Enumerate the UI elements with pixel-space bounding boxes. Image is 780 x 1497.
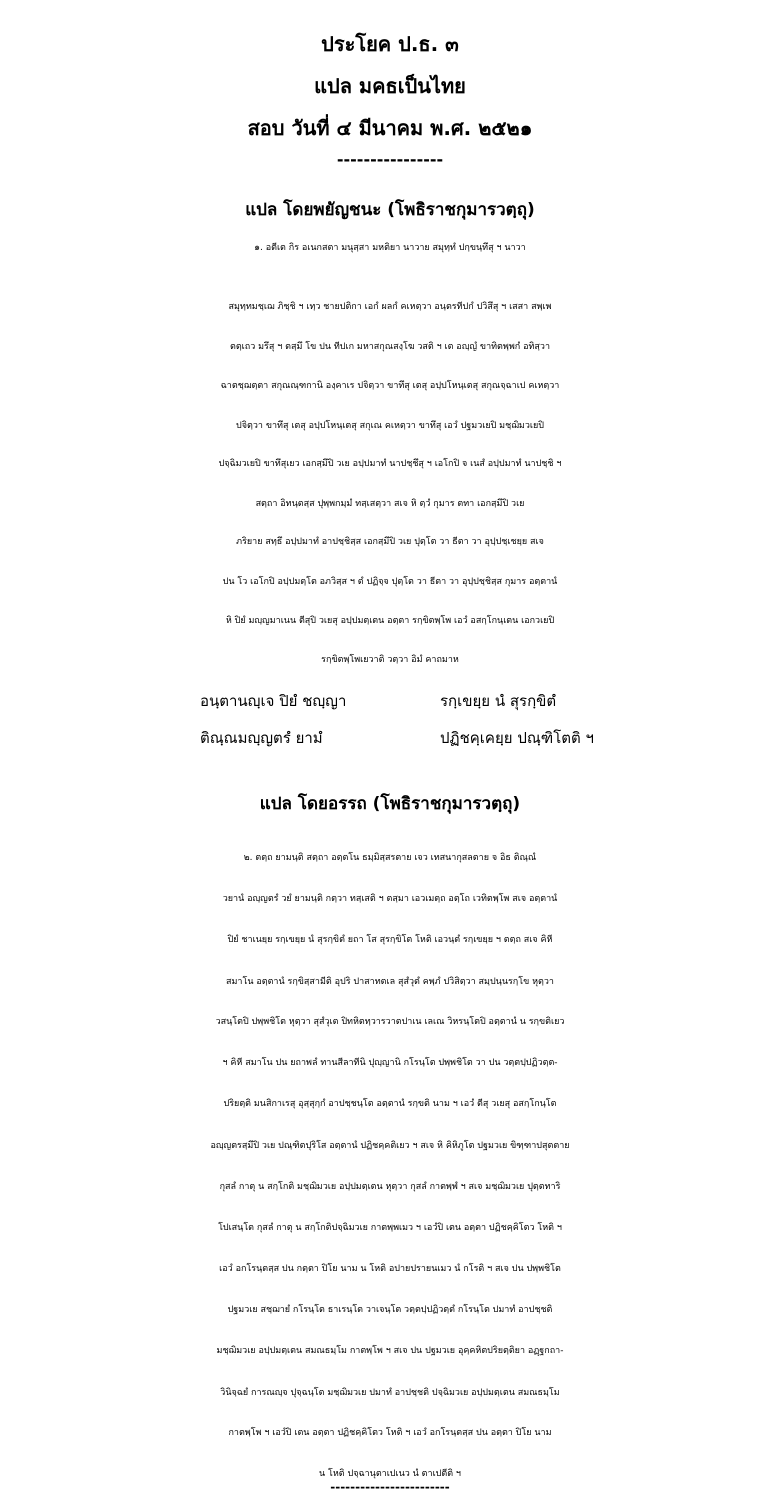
paragraph-line: อญฺญตรสฺมึปิ วเย ปณฺฑิตปุริโส อตฺตานํ ปฏิชคฺคติเยว ฯ สเจ หิ คิหิภูโต ปฐมวเย ขิฑฺฑาปสุตตาย xyxy=(210,1141,570,1151)
paragraph-line: สมุทฺทมชฺเฌ ภิชฺชิ ฯ เทฺว ชายปติกา เอกํ ผลกํ คเหตฺวา อนฺตรทีปกํ ปวิสึสุ ฯ เสสา สพฺเพ xyxy=(228,302,552,312)
section2-heading: แปล โดยอรรถ (โพธิราชกุมารวตฺถุ) xyxy=(259,794,521,814)
paragraph-line: ปริยตฺติ มนสิกาเรสุ อุสฺสุกฺกํ อาปชฺชนฺโต อตฺตานํ รกฺขติ นาม ฯ เอวํ ตีสุ วเยสุ อสกฺโกนฺโต xyxy=(223,1099,557,1109)
paragraph-line: ปน โว เอโกปิ อปฺปมตฺโต อภวิสฺส ฯ ตํ ปฏิจฺจ ปุตฺโต วา ธีตา วา อุปฺปชฺชิสฺส กุมาร อตฺตานํ xyxy=(222,577,558,587)
paragraph-line: ฉาตชฺฌตฺตา สกุณณฺฑกานิ องฺคาเร ปจิตฺวา ขาทึสุ เตสุ อปฺปโหนฺเตสุ สกุณจฺฉาเป คเหตฺวา xyxy=(220,381,560,391)
paragraph-line: วินิจฺฉยํ การณญฺจ ปุจฺฉนฺโต มชฺฌิมวเย ปมาทํ อาปชฺชติ ปจฺฉิมวเย อปฺปมตฺเตน สมณธมฺโม xyxy=(220,1388,560,1398)
paragraph-line: ๑. อตีเต กิร อเนกสตา มนุสฺสา มหติยา นาวาย สมุทฺทํ ปกฺขนฺทึสุ ฯ นาวา xyxy=(254,243,526,253)
paragraph-line: รกฺขิตพฺโพเยวาติ วตฺวา อิมํ คาถมาห xyxy=(321,655,459,665)
paragraph-line: กุสลํ กาตุ น สกฺโกติ มชฺฌิมวเย อปฺปมตฺเตน หุตฺวา กุสลํ กาตพฺพํ ฯ สเจ มชฺฌิมวเย ปุตฺตทาริ xyxy=(219,1182,561,1192)
paragraph-line: ภริยาย สทฺธึ อปฺปมาทํ อาปชฺชิสฺส เอกสฺมึปิ วเย ปุตฺโต วา ธีตา วา อุปฺปชฺเชยฺย สเจ xyxy=(236,537,544,547)
paragraph-line: ๒. ตตฺถ ยามนฺติ สตฺถา อตฺตโน ธมฺมิสฺสรตาย เจว เทสนากุสลตาย จ อิธ ติณฺณํ xyxy=(243,853,537,863)
verse-line-1a: อนฺตานญฺเจ ปิยํ ชญฺญา xyxy=(200,692,347,710)
paragraph-line: ฯ คิหี สมาโน ปน ยถาพลํ ทานสีลาทีนิ ปุญฺญานิ กโรนฺโต ปพฺพชิโต วา ปน วตฺตปฺปฏิวตฺต- xyxy=(222,1058,558,1068)
separator-bottom: ------------------------ xyxy=(330,1480,450,1494)
paragraph-line: น โหติ ปจฺฉานุตาเปเนว นํ ตาเปตีติ ฯ xyxy=(319,1469,461,1479)
paragraph-line: กาตพฺโพ ฯ เอวํปิ เตน อตฺตา ปฏิชคฺคิโตว โหติ ฯ เอวํ อกโรนฺตสฺส ปน อตฺตา ปิโย นาม xyxy=(228,1428,552,1438)
paragraph-line: วสนฺโตปิ ปพฺพชิโต หุตฺวา สุสํวุเต ปิทหิตทฺวารวาตปาเน เลเณ วิหรนฺโตปิ อตฺตานํ น รกฺขติเยว xyxy=(215,1017,565,1027)
paragraph-line: ตตฺเถว มรึสุ ฯ ตสฺมึ โข ปน ทีปเก มหาสกุณสงฺโฆ วสติ ฯ เต อญฺญํ ขาทิตพฺพกํ อทิสฺวา xyxy=(229,342,551,352)
paragraph-line: เอวํ อกโรนฺตสฺส ปน กตฺตา ปิโย นาม น โหติ อปายปรายนเมว นํ กโรติ ฯ สเจ ปน ปพฺพชิโต xyxy=(219,1264,561,1274)
paragraph-line: มชฺฌิมวเย อปฺปมตฺเตน สมณธมฺโม กาตพฺโพ ฯ สเจ ปน ปฐมวเย อุคฺคหิตปริยตฺติยา อฏฺฐกถา- xyxy=(216,1346,564,1356)
paragraph-line: สตฺถา อิทนฺตสฺส ปุพฺพกมฺมํ ทสฺเสตฺวา สเจ หิ ตฺวํ กุมาร ตทา เอกสฺมึปิ วเย xyxy=(255,499,525,509)
verse-line-2a: ติณฺณมญฺญตรํ ยามํ xyxy=(200,729,323,747)
verse-line-2b: ปฏิชคฺเคยฺย ปณฺฑิโตติ ฯ xyxy=(440,729,594,747)
paragraph-line: ปจฺฉิมวเยปิ ขาทึสุเยว เอกสฺมึปิ วเย อปฺปมาทํ นาปชฺชึสุ ฯ เอโกปิ จ เนสํ อปฺปมาทํ นาปชฺชิ ฯ xyxy=(218,459,562,469)
paragraph-line: ปิยํ ชาเนยฺย รกฺเขยฺย นํ สุรกฺขิตํ ยถา โส สุรกฺขิโต โหติ เอวนฺตํ รกฺเขยฺย ฯ ตตฺถ สเจ คิหี xyxy=(227,935,553,945)
separator-top: ---------------- xyxy=(336,150,444,169)
paragraph-line: วยานํ อญฺญตรํ วยํ ยามนฺติ กตฺวา ทสฺเสติ ฯ ตสฺมา เอวเมตฺถ อตฺโถ เวทิตพฺโพ สเจ อตฺตานํ xyxy=(222,894,558,904)
exam-date: สอบ วันที่ ๔ มีนาคม พ.ศ. ๒๕๒๑ xyxy=(247,116,533,140)
section1-heading: แปล โดยพยัญชนะ (โพธิราชกุมารวตฺถุ) xyxy=(245,200,535,220)
paragraph-line: ปจิตฺวา ขาทึสุ เตสุ อปฺปโหนฺเตสุ สกุเณ คเหตฺวา ขาทึสุ เอวํ ปฐมวเยปิ มชฺฌิมวเยปิ xyxy=(236,421,544,431)
paragraph-line: โปเสนฺโต กุสลํ กาตุ น สกฺโกติปจฺฉิมวเย กาตพฺพเมว ฯ เอวํปิ เตน อตฺตา ปฏิชคฺคิโตว โหติ ฯ xyxy=(218,1223,562,1233)
paragraph-line: ปฐมวเย สชฺฌายํ กโรนฺโต ธาเรนฺโต วาเจนฺโต วตฺตปฺปฏิวตฺตํ กโรนฺโต ปมาทํ อาปชฺชติ xyxy=(227,1305,553,1315)
exam-subtitle: แปล มคธเป็นไทย xyxy=(314,74,466,98)
exam-title: ประโยค ป.ธ. ๓ xyxy=(321,32,459,56)
paragraph-line: หิ ปิยํ มญฺญมาเนน ตีสุปิ วเยสุ อปฺปมตฺเตน อตฺตา รกฺขิตพฺโพ เอวํ อสกฺโกนฺเตน เอกวเยปิ xyxy=(225,616,555,626)
paragraph-line: สมาโน อตฺตานํ รกฺขิสฺสามีติ อุปริ ปาสาทตเล สุสํวุตํ คพฺภํ ปวิสิตฺวา สมฺปนฺนรกฺโข หุตฺวา xyxy=(226,977,554,987)
verse-line-1b: รกฺเขยฺย นํ สุรกฺขิตํ xyxy=(440,692,557,710)
